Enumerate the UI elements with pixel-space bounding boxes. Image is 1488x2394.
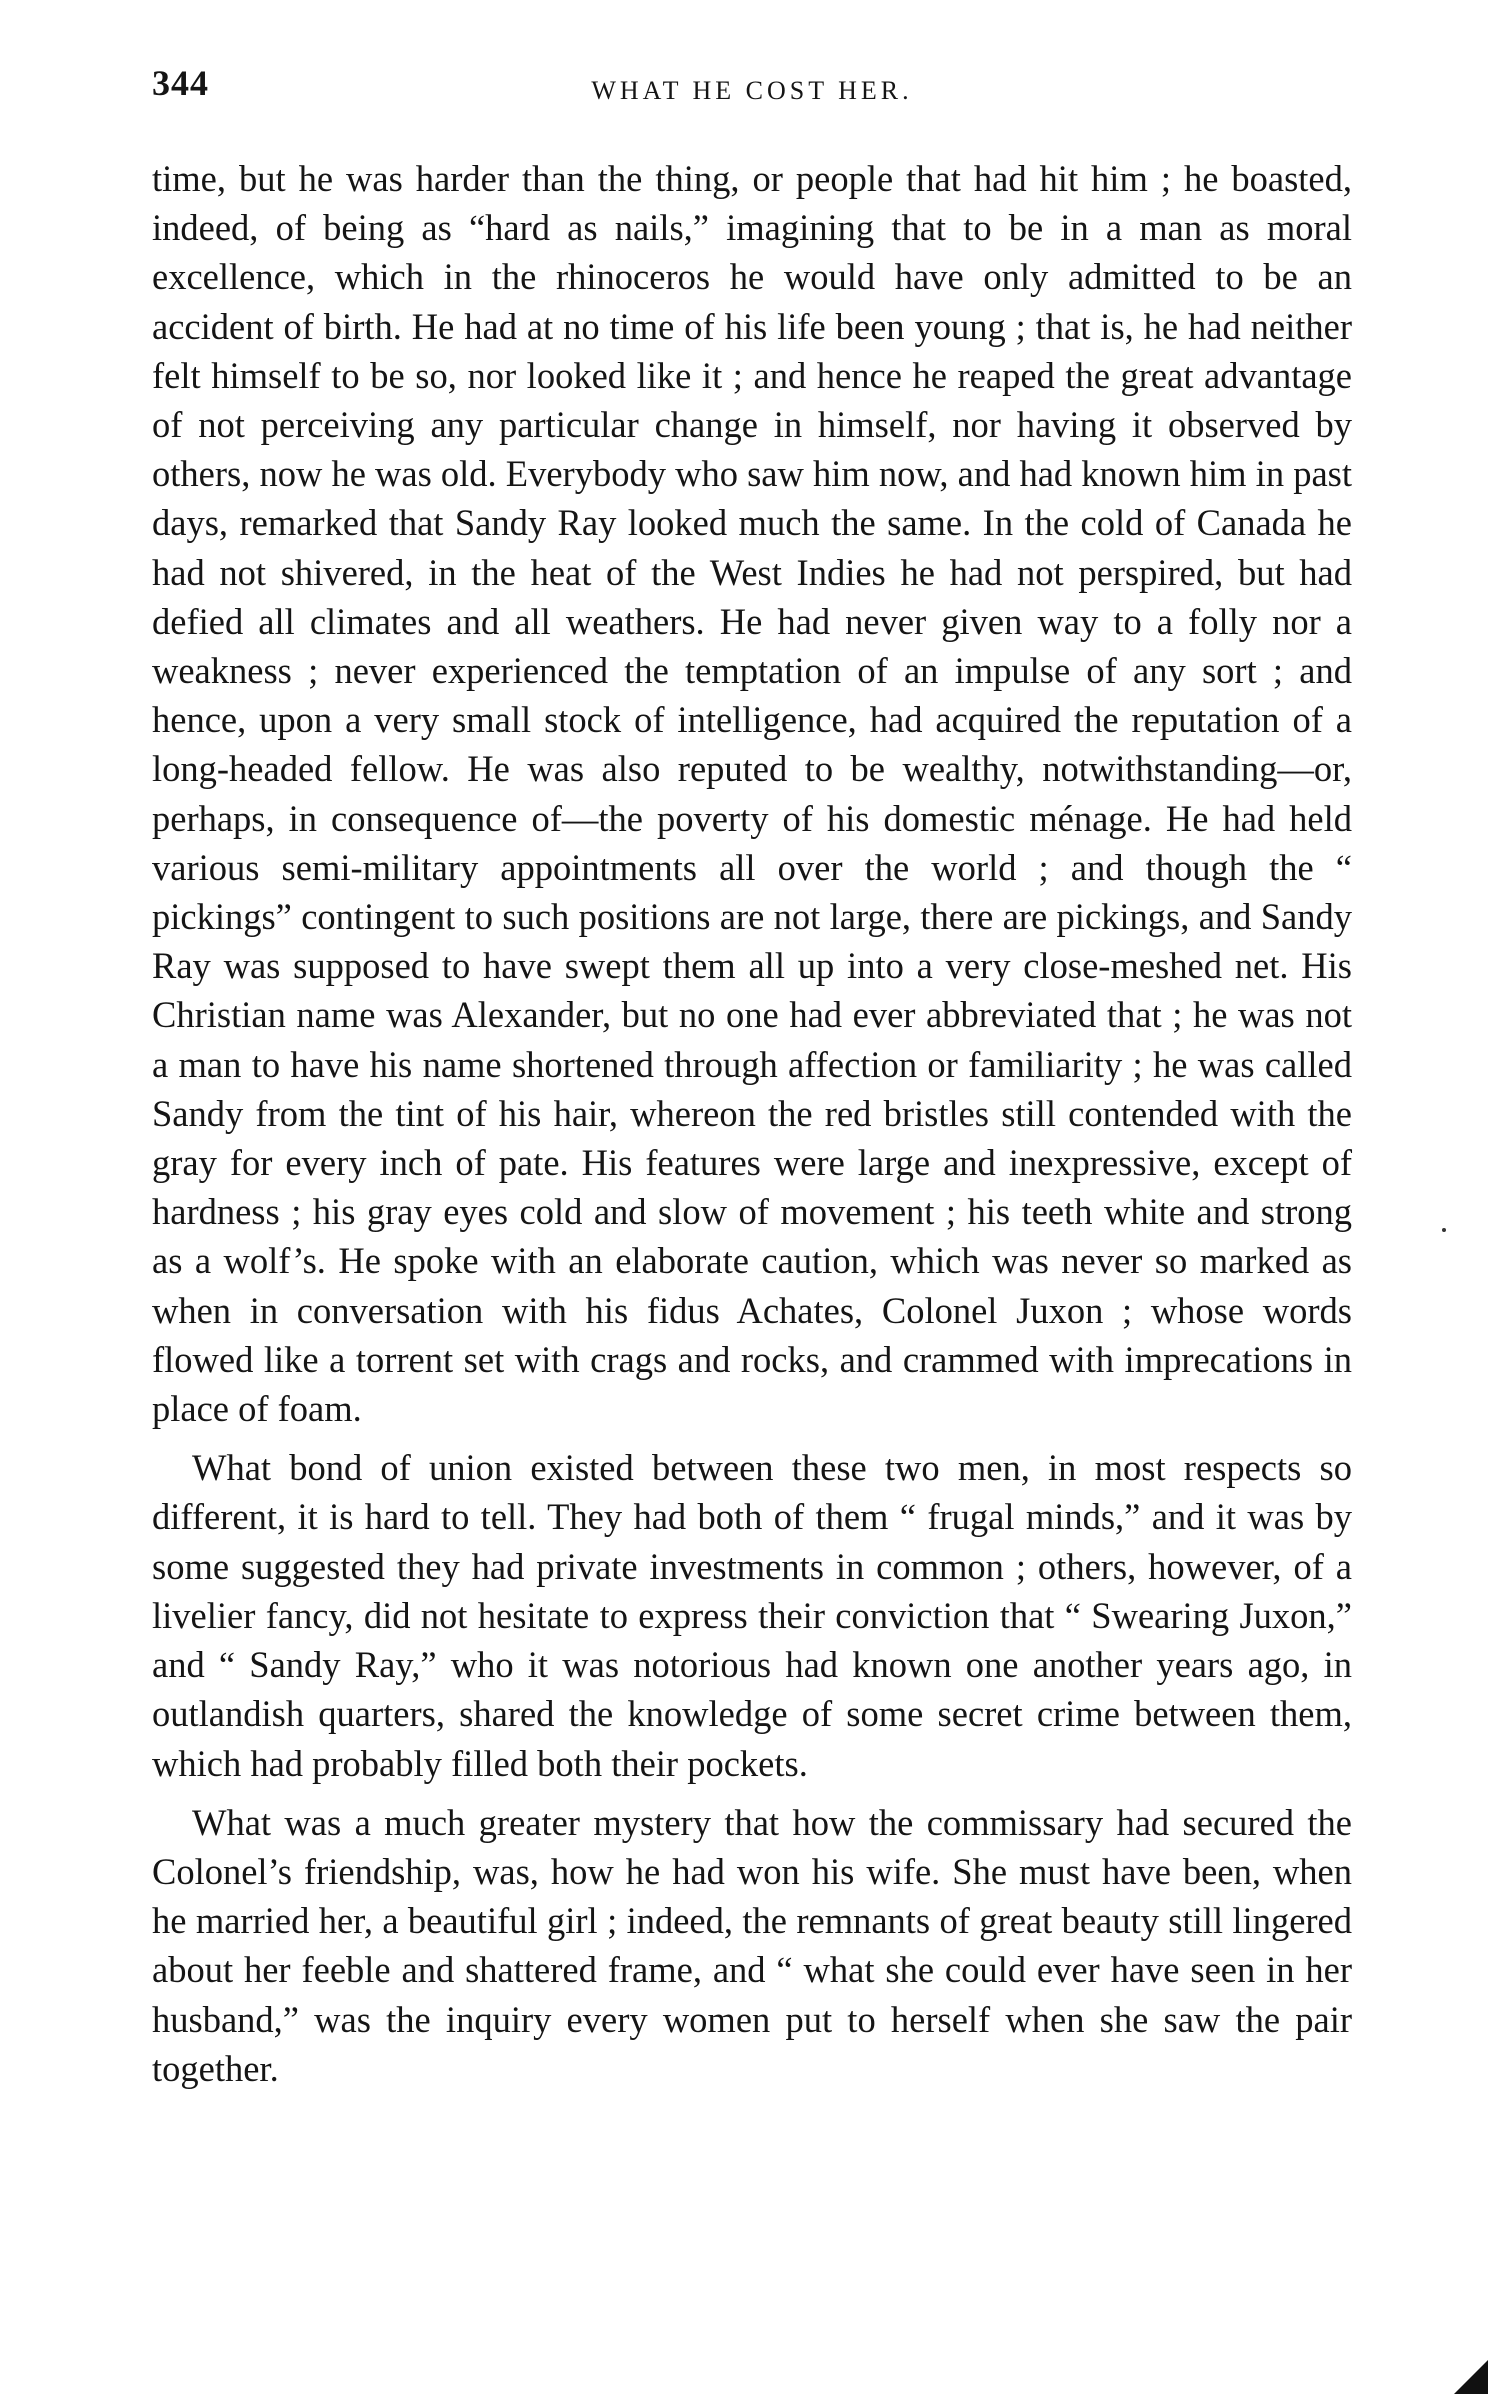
page-number: 344 — [152, 63, 209, 103]
page-header — [152, 62, 1352, 112]
body-text — [152, 154, 1352, 2103]
page-corner-shadow — [1454, 2360, 1488, 2394]
ink-speck — [1442, 1228, 1446, 1232]
paragraph-2: What bond of union existed between these two men, in most respects so different, it is hard to tell. They had both of them “ frugal minds,” and it was by some suggested they had private investments in common ; others, however, of a livelier fancy, did not hesitate to express their conviction that “ Swearing Juxon,” and “ Sandy Ray,” who it was notorious had known one another years ago, in outlandish quarters, shared the knowledge of some secret crime between them, which had probably filled both their pockets. — [152, 1447, 1352, 1784]
paragraph-1: time, but he was harder than the thing, or people that had hit him ; he boasted, indeed, of being as “hard as nails,” imagining that to be in a man as moral excellence, which in the rhinoceros he would have only admitted to be an accident of birth. He had at no time of his life been young ; that is, he had neither felt himself to be so, nor looked like it ; and hence he reaped the great advantage of not perceiving any particular change in himself, nor having it observed by others, now he was old. Everybody who saw him now, and had known him in past days, remarked that Sandy Ray looked much the same. In the cold of Canada he had not shivered, in the heat of the West Indies he had not perspired, but had defied all climates and all weathers. He had never given way to a folly nor a weakness ; never experienced the temptation of an impulse of any sort ; and hence, upon a very small stock of intelligence, had acquired the reputation of a long-headed fellow. He was also reputed to be wealthy, notwithstanding—or, perhaps, in consequence of—the poverty of his domestic ménage. He had held various semi-military appointments all over the world ; and though the “ pickings” contingent to such positions are not large, there are pickings, and Sandy Ray was supposed to have swept them all up into a very close-meshed net. His Christian name was Alexander, but no one had ever abbreviated that ; he was not a man to have his name shortened through affection or familiarity ; he was called Sandy from the tint of his hair, whereon the red bristles still contended with the gray for every inch of pate. His features were large and inexpressive, except of hardness ; his gray eyes cold and slow of movement ; his teeth white and strong as a wolf’s. He spoke with an elaborate caution, which was never so marked as when in conversation with his fidus Achates, Colonel Juxon ; whose words flowed like a torrent set with crags and rocks, and crammed with imprecations in place of foam. — [152, 158, 1352, 1430]
paragraph-3: What was a much greater mystery that how the commissary had secured the Colonel’s friendship, was, how he had won his wife. She must have been, when he married her, a beautiful girl ; indeed, the remnants of great beauty still lingered about her feeble and shattered frame, and “ what she could ever have seen in her husband,” was the inquiry every women put to herself when she saw the pair together. — [152, 1801, 1352, 2089]
running-head: WHAT HE COST HER. — [591, 76, 913, 105]
